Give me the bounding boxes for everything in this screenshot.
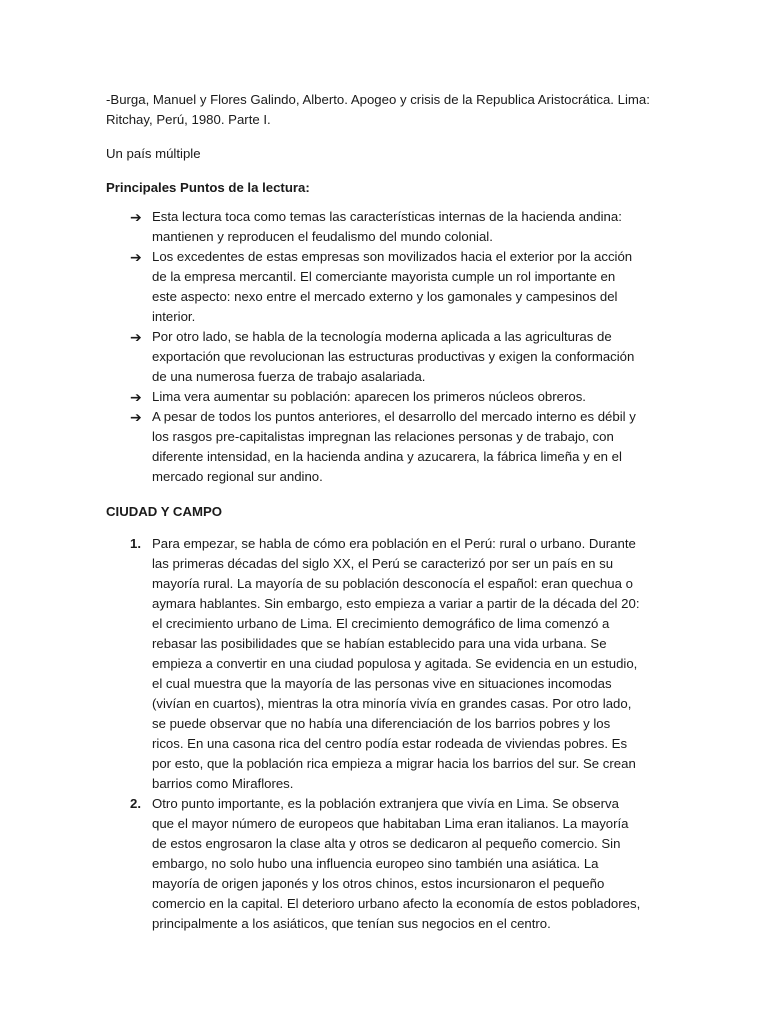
- bullet-text: Esta lectura toca como temas las características internas de la hacienda andina: mantienen y reproducen el feudalismo del mundo colonial.: [152, 209, 622, 244]
- bullet-list: [130, 207, 642, 487]
- arrow-right-icon: ➔: [130, 409, 142, 425]
- arrow-right-icon: ➔: [130, 389, 142, 405]
- bullet-text: Por otro lado, se habla de la tecnología moderna aplicada a las agriculturas de exportación que revolucionan las estructuras productivas y exigen la conformación de una numerosa fuerza de trabajo asalariada.: [152, 329, 635, 384]
- item-text: Para empezar, se habla de cómo era población en el Perú: rural o urbano. Durante las primeras décadas del siglo XX, el Perú se caracterizó por ser un país en su mayoría rural. La mayoría de su población desconocía el español: eran quechua o aymara hablantes. Sin embargo, esto empieza a variar a partir de la década del 20: el crecimiento urbano de Lima. El crecimiento demográfico de lima comenzó a rebasar las posibilidades que se habían establecido para una vida urbana. Se empieza a convertir en una ciudad populosa y agitada. Se evidencia en un estudio, el cual muestra que la mayoría de las personas vive en situaciones incomodas (vivían en cuartos), mientras la otra minoría vivía en grandes casas. Por otro lado, se puede observar que no había una diferenciación de los barrios pobres y los ricos. En una casona rica del centro podía estar rodeada de viviendas pobres. Es por esto, que la población rica empieza a migrar hacia los barrios del sur. Se crean barrios como Miraflores.: [152, 536, 640, 791]
- arrow-right-icon: ➔: [130, 329, 142, 345]
- list-item: [130, 387, 642, 407]
- list-item: [130, 327, 642, 387]
- subtitle: Un país múltiple: [106, 146, 201, 161]
- section-heading: CIUDAD Y CAMPO: [106, 504, 223, 519]
- list-item: [130, 794, 642, 934]
- list-item: [130, 207, 642, 247]
- points-heading: Principales Puntos de la lectura:: [106, 180, 310, 195]
- arrow-right-icon: ➔: [130, 249, 142, 265]
- list-item: [130, 534, 642, 794]
- item-number: 1.: [130, 536, 141, 551]
- item-text: Otro punto importante, es la población extranjera que vivía en Lima. Se observa que el mayor número de europeos que habitaban Lima eran italianos. La mayoría de estos engrosaron la clase alta y otros se dedicaron al pequeño comercio. Sin embargo, no solo hubo una influencia europeo sino también una asiática. La mayoría de origen japonés y los otros chinos, estos incursionaron el pequeño comercio en la capital. El deterioro urbano afecto la economía de estos pobladores, principalmente a los asiáticos, que tenían sus negocios en el centro.: [152, 796, 641, 931]
- bullet-text: Lima vera aumentar su población: aparecen los primeros núcleos obreros.: [152, 389, 586, 404]
- arrow-right-icon: ➔: [130, 209, 142, 225]
- list-item: [130, 407, 642, 487]
- numbered-list: [130, 534, 642, 934]
- bullet-text: A pesar de todos los puntos anteriores, el desarrollo del mercado interno es débil y los rasgos pre-capitalistas impregnan las relaciones personas y de trabajo, con diferente intensidad, en la hacienda andina y azucarera, la fábrica limeña y en el mercado regional sur andino.: [152, 409, 636, 484]
- item-number: 2.: [130, 796, 141, 811]
- citation: -Burga, Manuel y Flores Galindo, Alberto. Apogeo y crisis de la Republica Aristocrática. Lima: Ritchay, Perú, 1980. Parte I.: [106, 92, 650, 127]
- bullet-text: Los excedentes de estas empresas son movilizados hacia el exterior por la acción de la empresa mercantil. El comerciante mayorista cumple un rol importante en este aspecto: nexo entre el mercado externo y los gamonales y campesinos del interior.: [152, 249, 633, 324]
- list-item: [130, 247, 642, 327]
